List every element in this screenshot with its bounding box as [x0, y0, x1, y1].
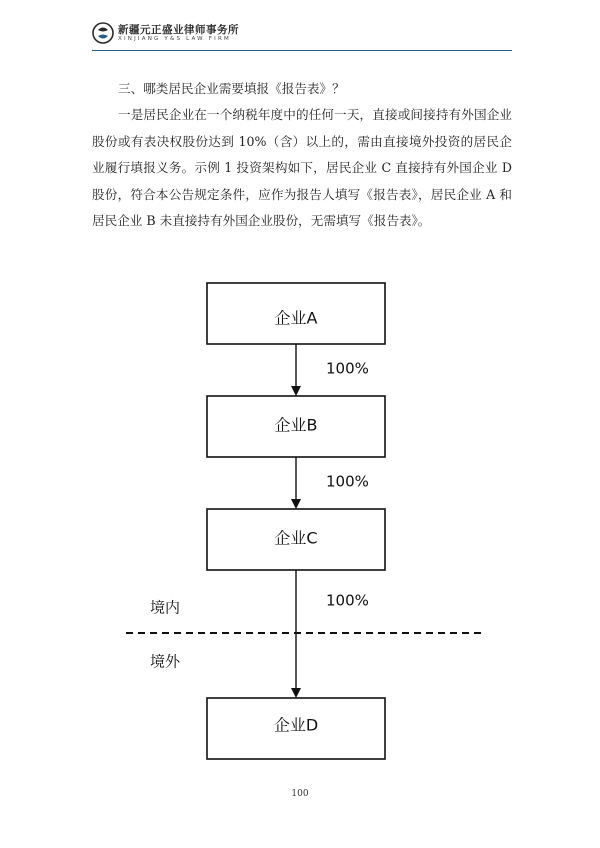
pct-label-c-d: 100%: [326, 591, 369, 610]
body-text: [92, 76, 512, 234]
header-divider: [92, 50, 512, 51]
investment-structure-diagram: [0, 276, 600, 776]
firm-name-en: XINJIANG Y&S LAW FIRM: [118, 36, 231, 42]
domestic-label: 境内: [150, 598, 181, 617]
page-header: [0, 0, 600, 62]
pct-label-a-b: 100%: [326, 359, 369, 378]
section-heading: 三、哪类居民企业需要填报《报告表》？: [118, 81, 345, 96]
section-paragraph: 一是居民企业在一个纳税年度中的任何一天，直接或间接持有外国企业股份或有表决权股份达到 10%（含）以上的，需由直接境外投资的居民企业履行填报义务。示例 1 投资架构如下，居民企业 C 直接持有外国企业 D 股份，符合本公告规定条件，应作为报告人填写《报告表》，居民企业 A 和居民企业 B 未直接持有外国企业股份，无需填写《报告表》。: [92, 107, 512, 229]
entity-label-a: 企业A: [274, 308, 318, 328]
overseas-label: 境外: [150, 652, 181, 671]
entity-label-c: 企业C: [274, 528, 318, 548]
firm-name-cn: 新疆元正盛业律师事务所: [118, 24, 239, 36]
firm-logo-icon: [92, 22, 114, 44]
pct-label-b-c: 100%: [326, 472, 369, 491]
page-number: 100: [291, 789, 309, 799]
entity-label-b: 企业B: [274, 415, 318, 435]
entity-label-d: 企业D: [273, 715, 319, 735]
